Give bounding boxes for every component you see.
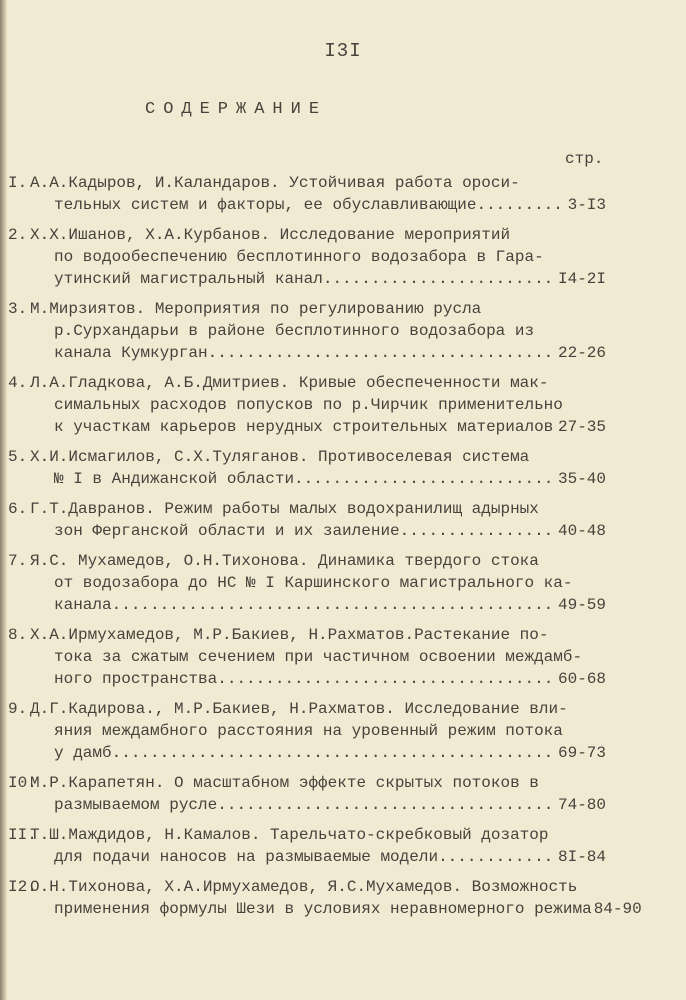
entry-text: № I в Андижанской области [54, 470, 295, 488]
entry-line [8, 698, 606, 720]
entry-line [8, 720, 606, 742]
entry-pages: 22-26 [557, 344, 606, 362]
entry-number: 6. [8, 500, 28, 518]
entry-text: симальных расходов попусков по р.Чирчик применительно [54, 396, 563, 414]
entry-line [8, 320, 606, 342]
entry-text: Г.Т.Давранов. Режим работы малых водохранилищ адырных [30, 500, 539, 518]
toc-entry [8, 550, 606, 616]
entry-text: канала [54, 596, 112, 614]
entry-text: М.Р.Карапетян. О масштабном эффекте скрытых потоков в [30, 774, 539, 792]
entry-pages: 49-59 [557, 596, 606, 614]
toc-entry [8, 372, 606, 438]
entry-number: I2. [8, 878, 37, 896]
entry-text: р.Сурхандарьи в районе бесплотинного водозабора из [54, 322, 535, 340]
entry-pages: 84-90 [593, 900, 642, 918]
toc-entry [8, 698, 606, 764]
entry-line [8, 876, 606, 898]
entry-text: Л.А.Гладкова, А.Б.Дмитриев. Кривые обеспеченности мак- [30, 374, 549, 392]
entry-line [8, 246, 606, 268]
entry-text: для подачи наносов на размываемые модели [54, 848, 439, 866]
entry-pages: I4-2I [557, 270, 606, 288]
entry-line [8, 224, 606, 246]
toc-entry [8, 876, 642, 920]
entry-last-line [8, 794, 606, 816]
toc-entry [8, 298, 606, 364]
entry-last-line [8, 668, 606, 690]
entry-line [8, 372, 606, 394]
entry-number: 2. [8, 226, 28, 244]
entry-number: II. [8, 826, 37, 844]
dot-leader [208, 342, 556, 364]
entry-pages: 40-48 [557, 522, 606, 540]
entry-last-line [8, 846, 606, 868]
entry-pages: 3-I3 [567, 196, 606, 214]
toc-entry [8, 624, 606, 690]
entry-pages: 69-73 [557, 744, 606, 762]
toc-entry [8, 172, 606, 216]
entry-text: канала Кумкурган [54, 344, 208, 362]
entry-text: Х.Х.Ишанов, Х.А.Курбанов. Исследование мероприятий [30, 226, 511, 244]
toc-entry [8, 446, 606, 490]
entry-number: I0. [8, 774, 37, 792]
entry-last-line [8, 468, 606, 490]
entry-text: Х.А.Ирмухамедов, М.Р.Бакиев, Н.Рахматов.Растекание по- [30, 626, 549, 644]
entry-text: Д.Г.Кадирова., М.Р.Бакиев, Н.Рахматов. Исследование вли- [30, 700, 568, 718]
dot-leader [217, 668, 556, 690]
toc-entry [8, 772, 606, 816]
entry-text: утинский магистральный канал [54, 270, 323, 288]
page-title: СОДЕРЖАНИЕ [145, 100, 328, 119]
entry-pages: 35-40 [557, 470, 606, 488]
toc-entry [8, 498, 606, 542]
dot-leader [323, 268, 556, 290]
dot-leader [438, 846, 556, 868]
toc-entry [8, 824, 606, 868]
entry-text: к участкам карьеров нерудных строительных материалов [54, 418, 554, 436]
dot-leader [112, 594, 556, 616]
entry-line [8, 624, 606, 646]
toc-entry [8, 224, 606, 290]
entry-text: у дамб [54, 744, 112, 762]
entry-line [8, 498, 606, 520]
entry-line [8, 298, 606, 320]
entry-text: от водозабора до НС № I Каршинского магистрального ка- [54, 574, 573, 592]
entry-text: Т.Ш.Маждидов, Н.Камалов. Тарельчато-скребковый дозатор [30, 826, 549, 844]
entry-text: Х.И.Исмагилов, С.Х.Туляганов. Противоселевая система [30, 448, 530, 466]
entry-pages: 60-68 [557, 670, 606, 688]
dot-leader [112, 742, 556, 764]
dot-leader [294, 468, 556, 490]
entry-last-line [8, 194, 606, 216]
entry-text: М.Мирзиятов. Мероприятия по регулированию русла [30, 300, 482, 318]
entry-number: 8. [8, 626, 28, 644]
dot-leader [400, 520, 556, 542]
page-number: I3I [324, 40, 362, 62]
entry-text: тельных систем и факторы, ее обуславливающие [54, 196, 477, 214]
entry-last-line [8, 342, 606, 364]
entry-text: по водообеспечению бесплотинного водозабора в Гара- [54, 248, 544, 266]
entry-last-line [8, 268, 606, 290]
entry-last-line [8, 520, 606, 542]
entry-line [8, 394, 606, 416]
entry-number: 9. [8, 700, 28, 718]
entry-text: яния междамбного расстояния на уровенный режим потока [54, 722, 563, 740]
entry-line [8, 646, 606, 668]
entry-text: Я.С. Мухамедов, О.Н.Тихонова. Динамика твердого стока [30, 552, 539, 570]
page-binding-edge [0, 0, 7, 1000]
entry-pages: 74-80 [557, 796, 606, 814]
entry-text: ного пространства [54, 670, 218, 688]
entry-line [8, 446, 606, 468]
entry-number: 7. [8, 552, 28, 570]
entry-text: размываемом русле [54, 796, 218, 814]
entry-last-line [8, 594, 606, 616]
entry-last-line [8, 416, 606, 438]
entry-line [8, 172, 606, 194]
entry-line [8, 572, 606, 594]
entry-text: А.А.Кадыров, И.Каландаров. Устойчивая работа ороси- [30, 174, 520, 192]
dot-leader [217, 794, 556, 816]
entry-line [8, 824, 606, 846]
entry-number: 5. [8, 448, 28, 466]
entry-line [8, 550, 606, 572]
entry-pages: 8I-84 [557, 848, 606, 866]
entry-last-line [8, 898, 642, 920]
pages-column-label: стр. [565, 150, 604, 168]
table-of-contents [8, 172, 642, 928]
entry-text: тока за сжатым сечением при частичном освоении междамб- [54, 648, 583, 666]
entry-text: зон Ферганской области и их заиление [54, 522, 400, 540]
dot-leader [476, 194, 565, 216]
entry-number: 3. [8, 300, 28, 318]
entry-number: 4. [8, 374, 28, 392]
entry-last-line [8, 742, 606, 764]
entry-number: I. [8, 174, 28, 192]
entry-text: применения формулы Шези в условиях неравномерного режима [54, 900, 592, 918]
entry-line [8, 772, 606, 794]
entry-text: О.Н.Тихонова, Х.А.Ирмухамедов, Я.С.Мухамедов. Возможность [30, 878, 578, 896]
entry-pages: 27-35 [557, 418, 606, 436]
